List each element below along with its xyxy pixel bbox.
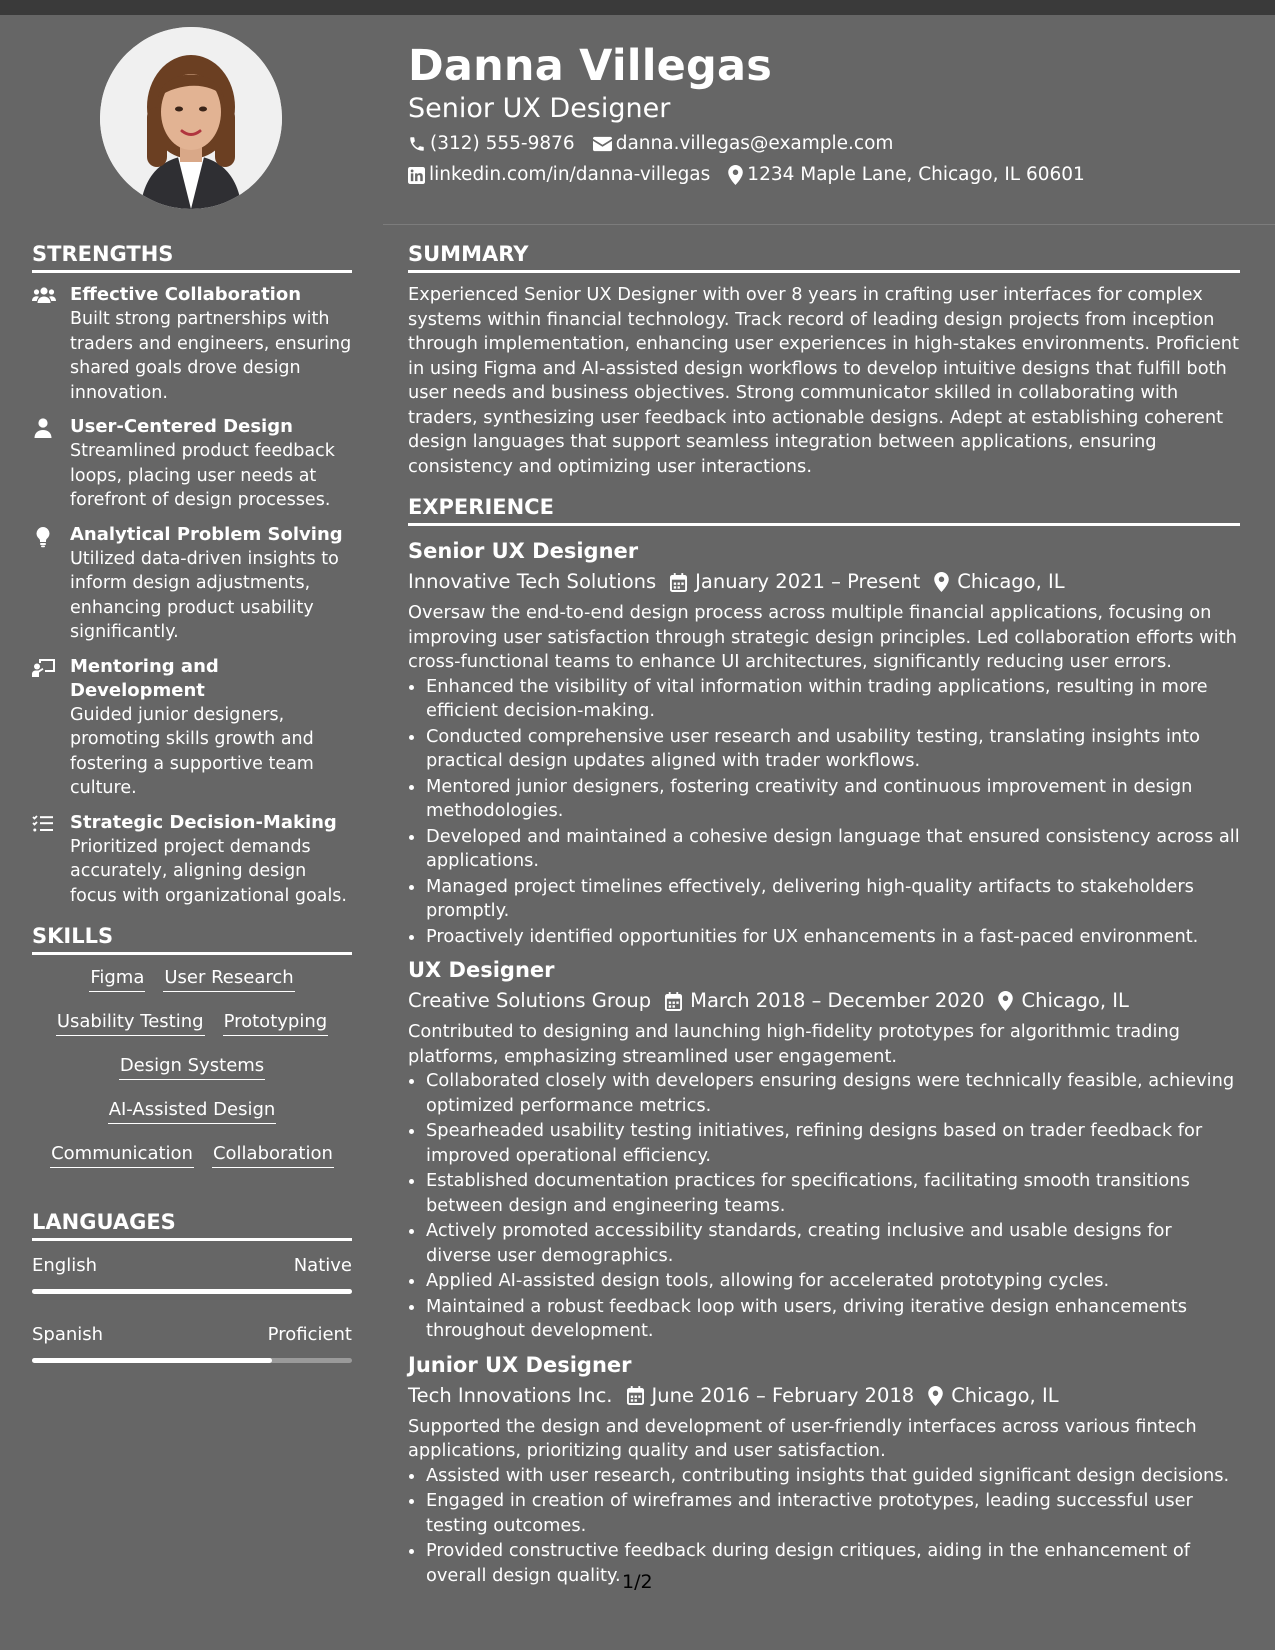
job-entry	[408, 955, 1240, 1344]
strength-desc: Guided junior designers, promoting skills growth and fostering a supportive team culture.	[70, 704, 314, 798]
job-bullet: • Assisted with user research, contributing insights that guided significant design decisions.	[426, 1464, 1240, 1489]
job-meta	[408, 1381, 1240, 1411]
job-dates: March 2018 – December 2020	[690, 989, 985, 1012]
experience-heading: EXPERIENCE	[408, 493, 1240, 526]
chalkboard-teacher-icon	[32, 658, 56, 678]
page-number: 1/2	[622, 1571, 653, 1593]
address-text: 1234 Maple Lane, Chicago, IL 60601	[747, 164, 1085, 185]
language-proficiency-fill	[32, 1358, 272, 1363]
job-meta	[408, 567, 1240, 597]
job-dates-item	[670, 567, 920, 597]
contact-row-1	[408, 131, 1248, 157]
skills-heading: SKILLS	[32, 922, 352, 955]
strength-item	[32, 283, 352, 405]
skills-row	[32, 1009, 352, 1036]
language-proficiency-bar	[32, 1289, 352, 1294]
job-company: Tech Innovations Inc.	[408, 1383, 613, 1407]
job-location-item	[928, 1381, 1058, 1411]
skill-tag: User Research	[163, 965, 294, 992]
resume-header	[408, 40, 1248, 188]
job-dates-item	[665, 986, 984, 1016]
candidate-name: Danna Villegas	[408, 41, 773, 91]
map-pin-icon	[934, 572, 949, 592]
strength-title: Effective Collaboration	[70, 284, 302, 305]
job-title: Junior UX Designer	[408, 1352, 632, 1377]
languages-heading: LANGUAGES	[32, 1208, 352, 1241]
phone-icon	[408, 135, 426, 153]
skills-row	[32, 1053, 352, 1080]
experience-list	[408, 536, 1240, 1588]
candidate-title: Senior UX Designer	[408, 93, 671, 124]
language-row	[32, 1322, 352, 1348]
email-item[interactable]	[593, 131, 894, 157]
strength-title: Strategic Decision-Making	[70, 811, 337, 833]
job-bullets	[408, 1069, 1240, 1344]
job-bullet: • Engaged in creation of wireframes and interactive prototypes, leading successful user testing outcomes.	[426, 1489, 1240, 1538]
strength-title: Analytical Problem Solving	[70, 523, 343, 545]
skills-row	[32, 1097, 352, 1124]
strength-desc: Built strong partnerships with traders and engineers, ensuring shared goals drove design innovation.	[70, 309, 352, 403]
job-bullets	[408, 675, 1240, 950]
strength-item	[32, 655, 352, 801]
strength-desc: Utilized data-driven insights to inform design adjustments, enhancing product usability significantly.	[70, 548, 339, 642]
skill-tag: Design Systems	[119, 1053, 265, 1080]
job-bullet: • Mentored junior designers, fostering creativity and continuous improvement in design methodologies.	[426, 775, 1240, 824]
job-company: Innovative Tech Solutions	[408, 570, 657, 593]
job-bullet: • Established documentation practices for specifications, facilitating smooth transitions between design and engineering teams.	[426, 1169, 1240, 1218]
email-text: danna.villegas@example.com	[615, 133, 894, 154]
job-bullet: • Provided constructive feedback during design critiques, aiding in the enhancement of overall design quality.	[426, 1539, 1240, 1588]
job-location: Chicago, IL	[951, 1383, 1059, 1407]
skill-tag: Communication	[50, 1141, 194, 1168]
job-meta	[408, 986, 1240, 1016]
skill-tag: Usability Testing	[56, 1009, 205, 1036]
map-pin-icon	[928, 1386, 943, 1406]
skill-tag: AI-Assisted Design	[108, 1097, 277, 1124]
job-title: Senior UX Designer	[408, 539, 639, 563]
checklist-icon	[32, 814, 54, 834]
job-location-item	[998, 986, 1128, 1016]
user-icon	[32, 418, 54, 438]
users-icon	[32, 286, 56, 304]
phone-text: (312) 555-9876	[430, 133, 575, 154]
languages-list	[32, 1253, 352, 1363]
job-title: UX Designer	[408, 958, 555, 982]
envelope-icon	[593, 136, 612, 152]
calendar-icon	[670, 573, 687, 592]
language-name: Spanish	[32, 1324, 104, 1345]
strength-title: User-Centered Design	[70, 416, 293, 437]
calendar-icon	[665, 992, 682, 1011]
calendar-icon	[627, 1386, 644, 1405]
lightbulb-icon	[32, 526, 54, 548]
job-bullet: • Collaborated closely with developers ensuring designs were technically feasible, achieving optimized performance metrics.	[426, 1069, 1240, 1118]
job-bullet: • Spearheaded usability testing initiatives, refining designs based on trader feedback for improved operational efficiency.	[426, 1119, 1240, 1168]
summary-heading: SUMMARY	[408, 240, 1240, 273]
map-pin-icon	[998, 991, 1013, 1011]
skill-tag: Collaboration	[212, 1141, 334, 1168]
job-description: Contributed to designing and launching high-fidelity prototypes for algorithmic trading platforms, emphasizing streamlined user engagement.	[408, 1021, 1180, 1067]
map-pin-icon	[728, 165, 743, 185]
job-bullet: • Enhanced the visibility of vital information within trading applications, resulting in more efficient decision-making.	[426, 675, 1240, 724]
top-bar	[0, 0, 1275, 15]
job-bullet: • Maintained a robust feedback loop with users, driving iterative design enhancements throughout development.	[426, 1295, 1240, 1344]
language-proficiency-bar	[32, 1358, 352, 1363]
job-description: Oversaw the end-to-end design process across multiple financial applications, focusing on improving user satisfaction through strategic design principles. Led collaboration efforts with cross-functional teams to enhance UI architectures, significantly reducing user errors.	[408, 602, 1237, 672]
strength-desc: Streamlined product feedback loops, placing user needs at forefront of design processes.	[70, 441, 335, 510]
job-bullet: • Managed project timelines effectively, delivering high-quality artifacts to stakeholders promptly.	[426, 875, 1240, 924]
job-dates: January 2021 – Present	[695, 570, 921, 593]
skill-tag: Prototyping	[223, 1009, 329, 1036]
linkedin-item[interactable]	[408, 162, 710, 188]
job-location-item	[934, 567, 1064, 597]
job-bullet: • Developed and maintained a cohesive design language that ensured consistency across all applications.	[426, 825, 1240, 874]
job-bullet: • Proactively identified opportunities for UX enhancements in a fast-paced environment.	[426, 925, 1240, 950]
strength-item	[32, 415, 352, 513]
contact-row-2	[408, 162, 1248, 188]
language-proficiency-fill	[32, 1289, 352, 1294]
job-entry	[408, 536, 1240, 949]
right-column	[408, 240, 1240, 1589]
language-level: Native	[293, 1255, 352, 1276]
job-entry	[408, 1350, 1240, 1589]
job-bullet: • Applied AI-assisted design tools, allowing for accelerated prototyping cycles.	[426, 1269, 1240, 1294]
left-column	[32, 240, 352, 1391]
strengths-heading: STRENGTHS	[32, 240, 352, 273]
skills-list	[32, 965, 352, 1168]
strength-desc: Prioritized project demands accurately, aligning design focus with organizational goals.	[70, 836, 347, 906]
job-location: Chicago, IL	[957, 570, 1065, 593]
strength-title: Mentoring and Development	[70, 655, 219, 701]
language-row	[32, 1253, 352, 1279]
address-item	[728, 162, 1085, 188]
profile-photo	[100, 27, 282, 209]
job-description: Supported the design and development of user-friendly interfaces across various fintech applications, prioritizing quality and user satisfaction.	[408, 1415, 1197, 1461]
job-bullets	[408, 1464, 1240, 1589]
strength-item	[32, 523, 352, 645]
job-location: Chicago, IL	[1021, 989, 1129, 1012]
language-name: English	[32, 1255, 97, 1276]
job-dates: June 2016 – February 2018	[651, 1383, 915, 1407]
skill-tag: Figma	[89, 965, 145, 992]
skills-row	[32, 965, 352, 992]
job-bullet: • Conducted comprehensive user research and usability testing, translating insights into practical design updates aligned with trader workflows.	[426, 725, 1240, 774]
skills-row	[32, 1141, 352, 1168]
job-dates-item	[627, 1381, 915, 1411]
language-level: Proficient	[267, 1324, 352, 1345]
job-bullet: • Actively promoted accessibility standards, creating inclusive and usable designs for diverse user demographics.	[426, 1219, 1240, 1268]
phone-item	[408, 131, 575, 157]
summary-text: Experienced Senior UX Designer with over 8 years in crafting user interfaces for complex systems within financial technology. Track record of leading design projects from inception through implementation, enhancing user experiences in high-stakes environments. Proficient in using Figma and AI-assisted design workflows to develop intuitive designs that fulfill both user needs and business objectives. Strong communicator skilled in collaborating with traders, synthesizing user feedback into actionable designs. Adept at establishing coherent design languages that support seamless integration between applications, ensuring consistency and optimizing user interactions.	[408, 284, 1239, 477]
job-company: Creative Solutions Group	[408, 989, 652, 1012]
strength-item	[32, 811, 352, 909]
linkedin-text: linkedin.com/in/danna-villegas	[429, 164, 711, 185]
linkedin-icon	[408, 167, 425, 184]
header-divider	[383, 224, 1275, 225]
